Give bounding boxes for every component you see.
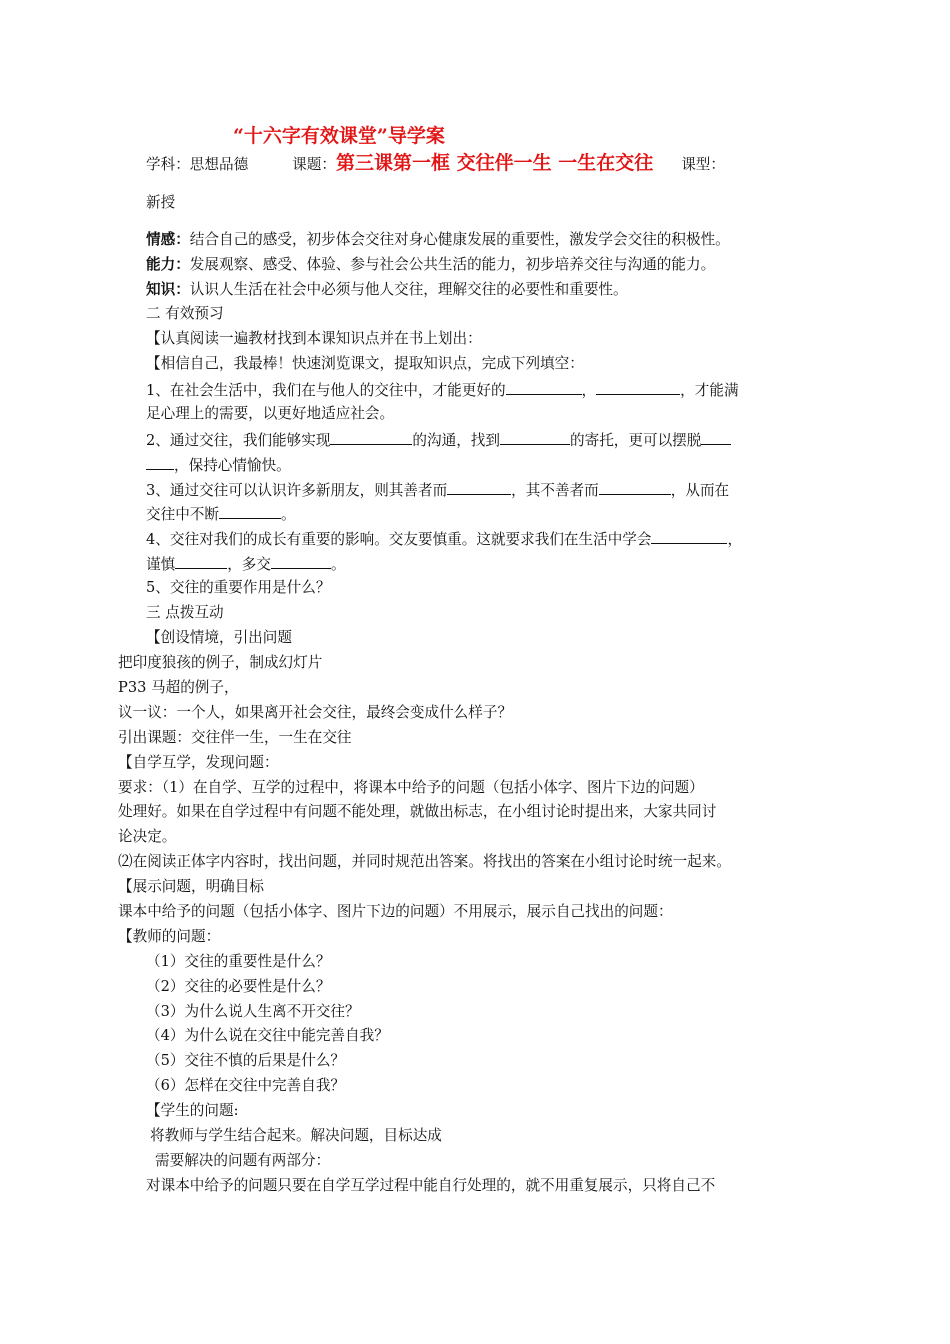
q4-text-c: 谨慎 <box>146 556 176 573</box>
scene-heading: 【创设情境，引出问题 <box>146 629 292 646</box>
example-ma-chao: P33 马超的例子， <box>118 679 239 696</box>
question-3-cont <box>146 503 296 525</box>
question-3 <box>146 479 729 501</box>
question-5: 5、交往的重要作用是什么？ <box>146 579 331 596</box>
q1-text-a: 1、在社会生活中，我们在与他人的交往中，才能更好的 <box>146 382 506 399</box>
q1-text-b: ， <box>581 382 597 399</box>
teacher-question: （5）交往不慎的后果是什么？ <box>146 1052 346 1069</box>
ability-label: 能力： <box>146 256 190 273</box>
fill-blank[interactable] <box>651 528 727 544</box>
section2-heading: 二 有效预习 <box>146 305 224 322</box>
requirement-line: 要求：（1）在自学、互学的过程中，将课本中给予的问题（包括小体字、图片下边的问题） <box>118 779 704 796</box>
q3-text-b: ，其不善者而 <box>511 482 599 499</box>
fill-blank[interactable] <box>447 479 511 495</box>
question-1-cont: 足心理上的需要，以更好地适应社会。 <box>146 405 395 422</box>
fill-blank[interactable] <box>506 379 582 395</box>
fill-blank[interactable] <box>219 503 281 519</box>
q4-text-e: 。 <box>331 556 346 573</box>
knowledge-label: 知识： <box>146 281 190 298</box>
two-parts-text: 需要解决的问题有两部分： <box>155 1152 331 1169</box>
goal-ability <box>146 255 715 275</box>
subject-label: 学科：思想品德 <box>146 156 249 173</box>
fill-blank[interactable] <box>146 454 174 470</box>
q3-text-d: 交往中不断 <box>146 506 219 523</box>
q3-text-a: 3、通过交往可以认识许多新朋友，则其善者而 <box>146 482 448 499</box>
q3-text-c: ，从而在 <box>670 482 730 499</box>
teacher-question: （3）为什么说人生离不开交往？ <box>146 1003 360 1020</box>
fill-blank[interactable] <box>596 379 680 395</box>
self-study-heading: 【自学互学，发现问题： <box>118 754 279 771</box>
requirement-line: 论决定。 <box>118 828 177 845</box>
fill-blank[interactable] <box>271 553 331 569</box>
combine-text: 将教师与学生结合起来。解决问题，目标达成 <box>150 1127 442 1144</box>
type-value: 新授 <box>146 194 176 211</box>
example-wolf-child: 把印度狼孩的例子，制成幻灯片 <box>118 654 323 671</box>
goal-emotion <box>146 230 730 250</box>
topic-intro: 引出课题：交往伴一生，一生在交往 <box>118 729 352 746</box>
type-label: 课型： <box>681 156 725 173</box>
teacher-question: （6）怎样在交往中完善自我？ <box>146 1077 346 1094</box>
q2-text-a: 2、通过交往，我们能够实现 <box>146 432 331 449</box>
question-4-cont <box>146 553 346 575</box>
question-2-cont <box>146 454 291 476</box>
ability-text: 发展观察、感受、体验、参与社会公共生活的能力，初步培养交往与沟通的能力。 <box>189 256 716 273</box>
question-4 <box>146 528 742 550</box>
knowledge-text: 认识人生活在社会中必须与他人交往，理解交往的必要性和重要性。 <box>189 281 628 298</box>
q1-text-c: ，才能满 <box>680 382 739 399</box>
topic-value: 第三课第一框 交往伴一生 一生在交往 <box>335 152 654 174</box>
q3-text-e: 。 <box>280 506 296 523</box>
emotion-text: 结合自己的感受，初步体会交往对身心健康发展的重要性，激发学会交往的积极性。 <box>189 231 730 248</box>
section3-heading: 三 点拨互动 <box>146 604 224 621</box>
q2-text-c: 的寄托，更可以摆脱 <box>570 432 702 449</box>
last-line: 对课本中给予的问题只要在自学互学过程中能自行处理的，就不用重复展示，只将自己不 <box>146 1177 716 1194</box>
teacher-question: （2）交往的必要性是什么？ <box>146 978 331 995</box>
meta-row <box>146 153 725 175</box>
show-heading: 【展示问题，明确目标 <box>118 878 264 895</box>
read-instruction: 【认真阅读一遍教材找到本课知识点并在书上划出： <box>146 330 482 347</box>
fill-blank[interactable] <box>330 429 412 445</box>
question-2 <box>146 429 731 451</box>
topic-label: 课题： <box>292 156 336 173</box>
question-1 <box>146 379 739 401</box>
show-text: 课本中给予的问题（包括小体字、图片下边的问题）不用展示，展示自己找出的问题： <box>118 903 673 920</box>
student-heading: 【学生的问题: <box>146 1102 239 1119</box>
q4-text-b: ， <box>727 531 743 548</box>
discussion-prompt: 议一议：一个人，如果离开社会交往，最终会变成什么样子？ <box>118 704 513 721</box>
q2-text-b: 的沟通，找到 <box>412 432 500 449</box>
document-title: “十六字有效课堂”导学案 <box>233 125 445 147</box>
fill-blank[interactable] <box>599 479 671 495</box>
q2-text-d: ，保持心情愉快。 <box>174 457 291 474</box>
goal-knowledge <box>146 280 628 300</box>
requirement-line: ⑵在阅读正体字内容时，找出问题，并同时规范出答案。将找出的答案在小组讨论时统一起来。 <box>118 853 731 870</box>
teacher-question: （1）交往的重要性是什么？ <box>146 953 331 970</box>
fill-blank[interactable] <box>500 429 570 445</box>
fill-blank[interactable] <box>701 429 731 445</box>
believe-instruction: 【相信自己，我最棒！快速浏览课文，提取知识点，完成下列填空： <box>146 355 584 372</box>
requirement-line: 处理好。如果在自学过程中有问题不能处理，就做出标志，在小组讨论时提出来，大家共同讨 <box>118 803 717 820</box>
q4-text-d: ，多交 <box>227 556 271 573</box>
fill-blank[interactable] <box>175 553 227 569</box>
teacher-question: （4）为什么说在交往中能完善自我？ <box>146 1027 389 1044</box>
q4-text-a: 4、交往对我们的成长有重要的影响。交友要慎重。这就要求我们在生活中学会 <box>146 531 652 548</box>
emotion-label: 情感： <box>146 231 190 248</box>
teacher-heading: 【教师的问题： <box>118 928 221 945</box>
